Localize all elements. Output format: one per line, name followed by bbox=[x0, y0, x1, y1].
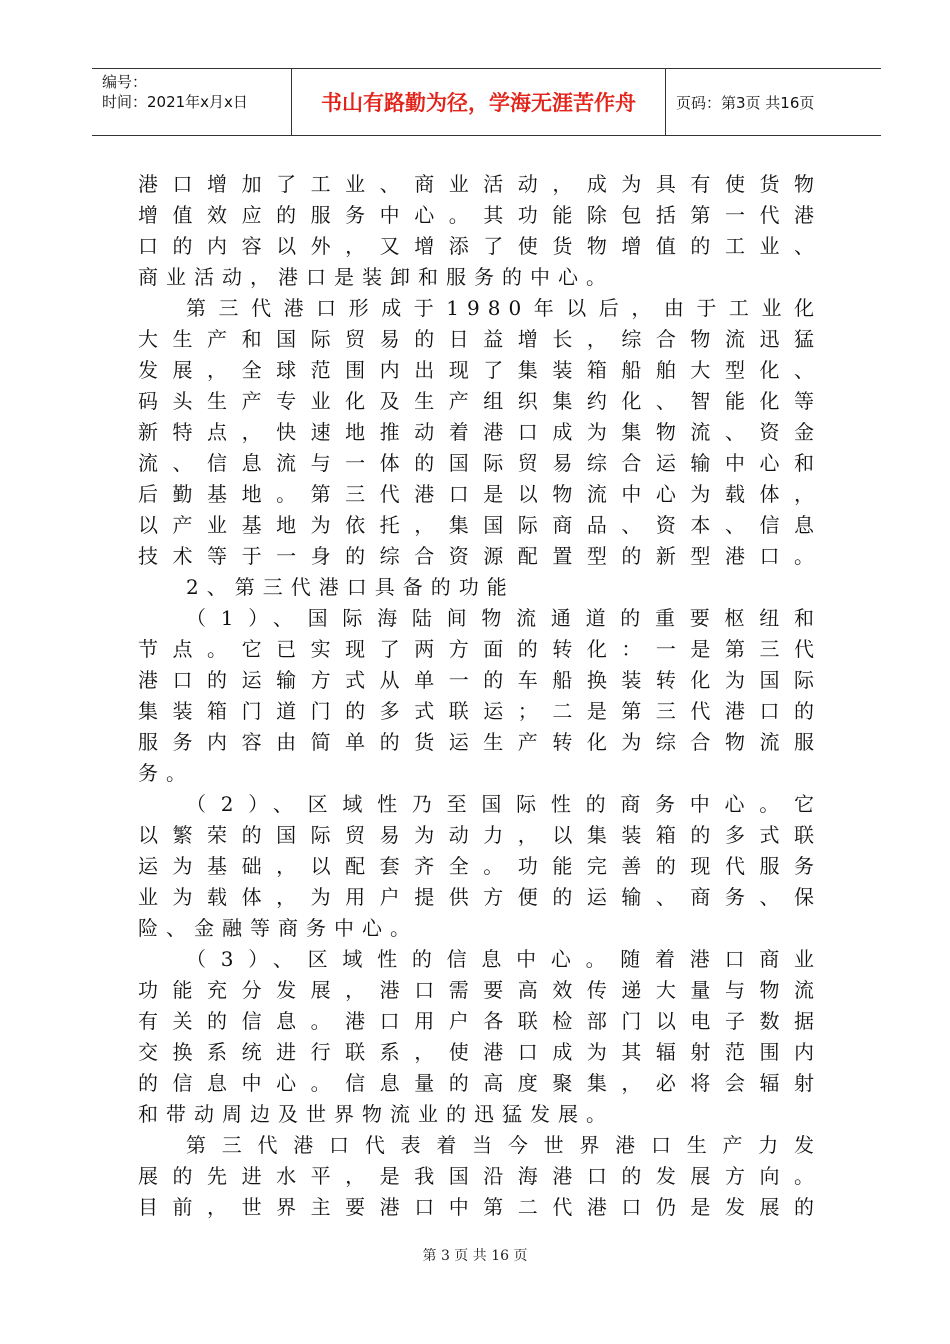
text-line: 集装箱门道门的多式联运；二是第三代港口的 bbox=[138, 699, 822, 723]
text-line: （2）、区域性乃至国际性的商务中心。它 bbox=[186, 792, 822, 816]
time-label: 时间：2021年x月x日 bbox=[102, 93, 248, 111]
motto-text: 书山有路勤为径，学海无涯苦作舟 bbox=[321, 91, 636, 115]
text-line: 第三代港口代表着当今世界港口生产力发 bbox=[186, 1133, 822, 1157]
text-line: 功能充分发展，港口需要高效传递大量与物流 bbox=[138, 978, 822, 1002]
text-line: 技术等于一身的综合资源配置型的新型港口。 bbox=[138, 544, 822, 568]
text-line: 的信息中心。信息量的高度聚集，必将会辐射 bbox=[138, 1071, 822, 1095]
header-right-cell bbox=[666, 69, 881, 135]
text-line: 港口的运输方式从单一的车船换装转化为国际 bbox=[138, 668, 822, 692]
text-line: 第三代港口形成于1980年以后，由于工业化 bbox=[186, 296, 822, 320]
text-line: 新特点，快速地推动着港口成为集物流、资金 bbox=[138, 420, 822, 444]
text-line: 展的先进水平，是我国沿海港口的发展方向。 bbox=[138, 1164, 822, 1188]
text-line: 运为基础，以配套齐全。功能完善的现代服务 bbox=[138, 854, 822, 878]
header-left-cell bbox=[92, 69, 292, 135]
number-label: 编号： bbox=[102, 73, 148, 91]
text-line: 口的内容以外，又增添了使货物增值的工业、 bbox=[138, 234, 822, 258]
text-line: 商业活动，港口是装卸和服务的中心。 bbox=[138, 265, 614, 289]
text-line: 以繁荣的国际贸易为动力，以集装箱的多式联 bbox=[138, 823, 822, 847]
page-info: 页码：第3页 共16页 bbox=[676, 93, 815, 112]
header-motto-cell bbox=[292, 69, 666, 135]
text-line: 业为载体，为用户提供方便的运输、商务、保 bbox=[138, 885, 822, 909]
document-body bbox=[138, 169, 822, 1223]
text-line: 节点。它已实现了两方面的转化：一是第三代 bbox=[138, 637, 822, 661]
text-line: （1）、国际海陆间物流通道的重要枢纽和 bbox=[186, 606, 822, 630]
page-header bbox=[92, 68, 881, 136]
text-line: 2、第三代港口具备的功能 bbox=[186, 575, 515, 599]
text-line: 以产业基地为依托，集国际商品、资本、信息 bbox=[138, 513, 822, 537]
text-line: 港口增加了工业、商业活动，成为具有使货物 bbox=[138, 172, 822, 196]
text-line: 交换系统进行联系，使港口成为其辐射范围内 bbox=[138, 1040, 822, 1064]
page-footer bbox=[0, 1245, 950, 1265]
text-line: 大生产和国际贸易的日益增长，综合物流迅猛 bbox=[138, 327, 822, 351]
text-line: 务。 bbox=[138, 761, 194, 785]
text-line: （3）、区域性的信息中心。随着港口商业 bbox=[186, 947, 822, 971]
text-line: 和带动周边及世界物流业的迅猛发展。 bbox=[138, 1102, 614, 1126]
text-line: 后勤基地。第三代港口是以物流中心为载体， bbox=[138, 482, 822, 506]
text-line: 服务内容由简单的货运生产转化为综合物流服 bbox=[138, 730, 822, 754]
footer-page-number: 第 3 页 共 16 页 bbox=[422, 1248, 528, 1264]
text-line: 流、信息流与一体的国际贸易综合运输中心和 bbox=[138, 451, 822, 475]
text-line: 增值效应的服务中心。其功能除包括第一代港 bbox=[138, 203, 822, 227]
text-line: 有关的信息。港口用户各联检部门以电子数据 bbox=[138, 1009, 822, 1033]
text-line: 险、金融等商务中心。 bbox=[138, 916, 418, 940]
text-line: 目前，世界主要港口中第二代港口仍是发展的 bbox=[138, 1195, 822, 1219]
text-line: 发展，全球范围内出现了集装箱船舶大型化、 bbox=[138, 358, 822, 382]
text-line: 码头生产专业化及生产组织集约化、智能化等 bbox=[138, 389, 822, 413]
